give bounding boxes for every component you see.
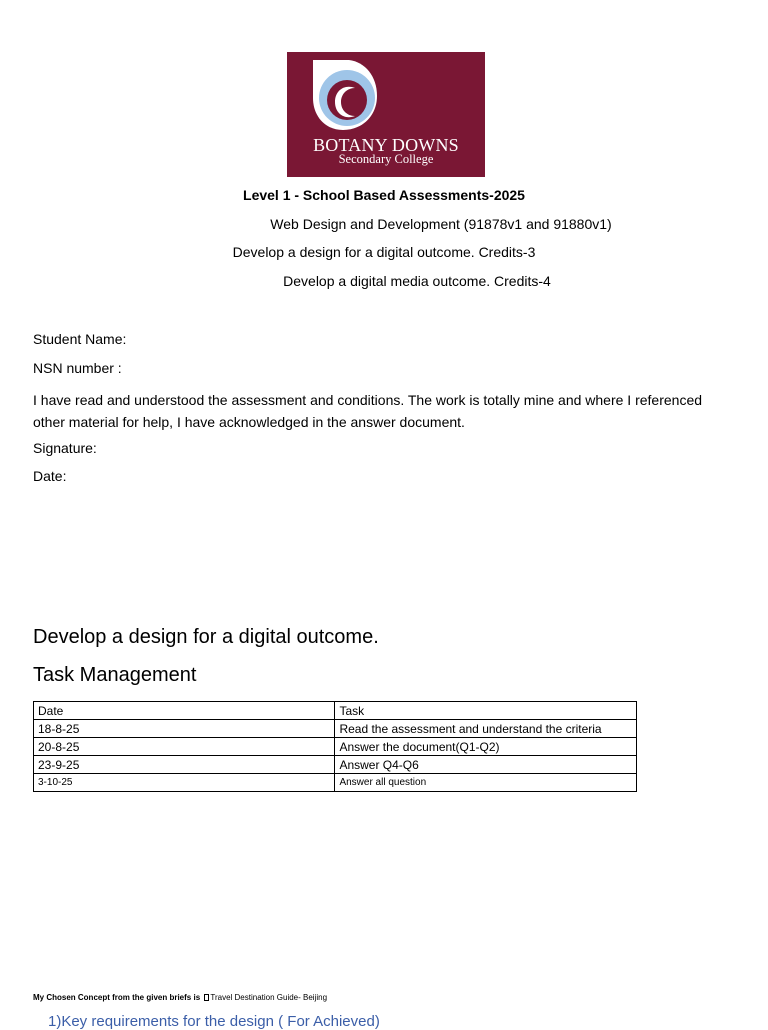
row-task: Answer all question [335,774,637,792]
row-date: 20-8-25 [34,738,335,756]
school-logo [287,52,485,177]
table-row [34,738,637,756]
row-date: 18-8-25 [34,720,335,738]
standard-one-title: Develop a design for a digital outcome. Credits-3 [232,244,536,260]
chosen-concept-line [33,993,327,1002]
table-row [34,756,637,774]
task-management-table [33,701,637,792]
section-title: Develop a design for a digital outcome. [33,626,379,648]
key-requirements-heading: 1)Key requirements for the design ( For Achieved) [48,1013,380,1030]
row-date: 23-9-25 [34,756,335,774]
chosen-concept-label: My Chosen Concept from the given briefs is [33,993,201,1002]
missing-glyph-icon [204,994,209,1001]
student-name-label: Student Name: [33,331,127,347]
date-label: Date: [33,468,67,484]
assessment-level-title: Level 1 - School Based Assessments-2025 [243,187,525,203]
nsn-number-label: NSN number : [33,360,122,376]
row-task: Answer Q4-Q6 [335,756,637,774]
declaration-text: I have read and understood the assessment and conditions. The work is totally mine and where I referenced other material for help, I have acknowledged in the answer document. [33,392,703,430]
column-header-task: Task [335,702,637,720]
college-emblem-icon [307,58,381,138]
logo-subtitle: Secondary College [338,152,434,166]
table-row [34,720,637,738]
course-title: Web Design and Development (91878v1 and 91880v1) [270,216,612,232]
logo-title: BOTANY DOWNS [313,135,459,155]
row-task: Read the assessment and understand the criteria [335,720,637,738]
task-management-heading: Task Management [33,664,197,686]
row-date: 3-10-25 [34,774,335,792]
row-task: Answer the document(Q1-Q2) [335,738,637,756]
standard-two-title: Develop a digital media outcome. Credits-4 [283,273,551,289]
table-header-row [34,702,637,720]
signature-label: Signature: [33,440,97,456]
column-header-date: Date [34,702,335,720]
table-row [34,774,637,792]
chosen-concept-value: Travel Destination Guide- Beijing [210,993,328,1002]
